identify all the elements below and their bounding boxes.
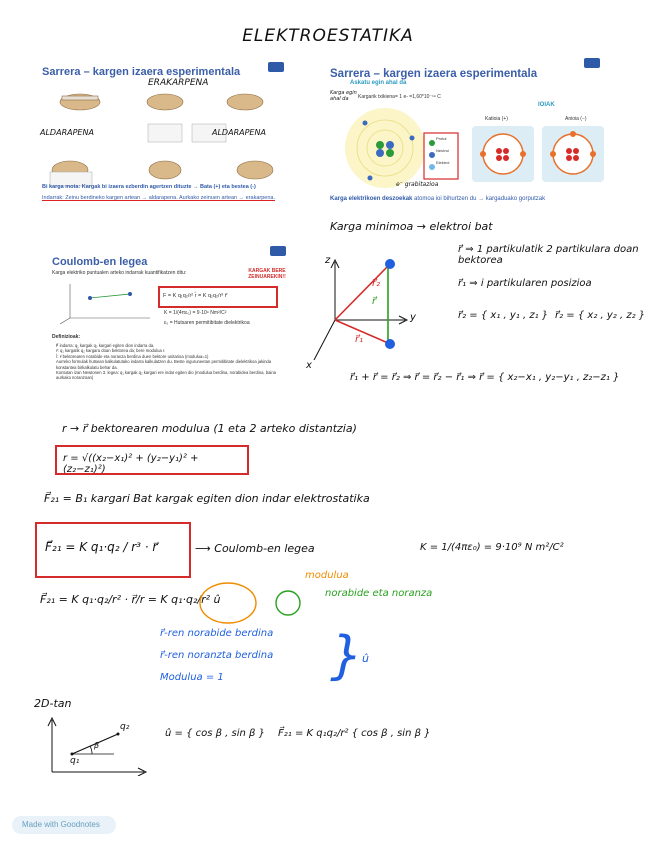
slide1-line1: Bi karga mota: Kargak bi izaera ezberdin agertzen dituzte → Bata (+) eta bestea (-) <box>42 184 256 190</box>
slide-coulomb <box>52 246 292 411</box>
definition-item: Aurreko formulak hutsean kalkulatutako indarra kalkulatzen du. Beste inguruneetan permitibitate dielektrikoa jakinda konstantea birkalkulatu behar da. <box>56 359 272 370</box>
beta-label: β <box>94 741 100 750</box>
label-r1: r⃗₁ <box>355 334 364 345</box>
anioia-label: Anioia (−) <box>565 116 587 122</box>
axis-z: z <box>325 255 331 266</box>
annotation-circles <box>198 578 308 628</box>
u-prop-noranzta: r⃗-ren noranzta berdina <box>160 650 274 661</box>
footer-blue: Karga elektrikoen deszoekak <box>330 196 413 202</box>
slide-title: Sarrera – kargen izaera esperimentala <box>42 66 241 78</box>
label-aldarapena-right: ALDARAPENA <box>212 128 266 137</box>
slide-title: Sarrera – kargen izaera esperimentala <box>330 68 538 80</box>
label-r2: r⃗₂ <box>372 278 381 289</box>
r2-components-1: r⃗₂ = { x₁ , y₁ , z₁ } <box>458 310 549 321</box>
formula-box <box>158 286 278 308</box>
eps-definition: ε₀ = Hutsaren permitibitate dielektrikoa <box>164 320 250 326</box>
axis-y: y <box>410 312 416 323</box>
axis-x: x <box>306 360 312 371</box>
label-aldarapena-left: ALDARAPENA <box>40 128 94 137</box>
intro: Karga elektriko puntualen arteko indarrak kuantifikatzen ditu: <box>52 270 187 276</box>
smallest-charge: Kargarik txikiena= 1 e- =1,60*10⁻¹⁹ C <box>358 94 441 100</box>
slide1-line2: Indarrak: Zeinu berdineko kargen artean → aldarapena. Aurkako zeinuen artean → erakarpena. <box>42 195 275 201</box>
u-prop-norabide: r⃗-ren norabide berdina <box>160 628 274 639</box>
coulomb-formula-box <box>35 522 191 578</box>
k-definition: K = 1/(4πε₀) = 9·10⁹ Nm²/C² <box>164 310 227 316</box>
ions-title: IOIAK <box>538 102 555 108</box>
vector-sum: r⃗₁ + r⃗ = r⃗₂ ⇒ r⃗ = r⃗₂ − r⃗₁ ⇒ r⃗ = { x₂−x₁ , y₂−y₁ , z₂−z₁ } <box>350 372 620 383</box>
q2-label: q₂ <box>120 722 130 732</box>
katioia-label: Katioia (+) <box>485 116 508 122</box>
badge-text: Made with Goodnotes <box>22 820 100 829</box>
norabide-note: norabide eta noranza <box>325 588 433 599</box>
f21-2d: F⃗₂₁ = K q₁q₂/r² { cos β , sin β } <box>278 728 431 739</box>
label-erakarpena: ERAKARPENA <box>148 78 209 88</box>
f21-definition: F⃗₂₁ = B₁ kargari Bat kargak egiten dion indar elektrostatika <box>44 492 370 505</box>
q1-label: q₁ <box>70 756 80 766</box>
footer-rest: atomoa ioi bihurtzen du → kargaduako gorputzak <box>414 196 546 202</box>
r1-vector-def: r⃗₁ ⇒ i partikularen posizioa <box>458 278 592 289</box>
distance-formula: r = √((x₂−x₁)² + (y₂−y₁)² + (z₂−z₁)²) <box>63 453 199 475</box>
coulomb-formula-hand: F⃗₂₁ = K q₁·q₂ / r³ · r⃗ <box>45 540 158 554</box>
f21-expanded: F⃗₂₁ = K q₁·q₂/r² · r⃗/r = K q₁·q₂/r² û <box>40 593 221 606</box>
university-logo <box>270 246 286 256</box>
red-label: KARGAK BERE ZEINUAREKIN!! <box>248 268 286 280</box>
definition-item: r⃗: q₁ kargatik q₂ kargara doan bektorea da; bere modulua r. <box>56 348 166 354</box>
k-value: K = 1/(4πε₀) = 9·10⁹ N m²/C² <box>420 542 564 553</box>
definitions-list <box>56 343 290 381</box>
legend-protoi: Protoi <box>436 136 447 141</box>
slide-sarrera-1 <box>40 62 290 212</box>
definition-item: F⃗ indarra: q₁ kargak q₂ kargari egiten dion indarra da. <box>56 343 155 348</box>
gravity-note: e⁻ grabitazioa <box>396 181 439 188</box>
slide2-footer <box>330 196 545 202</box>
u-components: û = { cos β , sin β } <box>165 728 265 739</box>
definition-item: Kontutan izan Newtonen 3. legea: q₁ kargak q₂ kargari ere indar egiten dio (modulua berdina, norabidea berdina, baina aurkako noranzoan) <box>56 370 277 381</box>
legend-neutroi: Neutroi <box>436 148 449 153</box>
distance-formula-box <box>55 445 249 475</box>
u-hat-label: û <box>362 652 369 665</box>
slide-sarrera-2 <box>330 58 608 208</box>
label-r-vector: r⃗ <box>372 296 377 307</box>
slide-title: Coulomb-en legea <box>52 256 148 268</box>
defs-title: Definizioak: <box>52 334 81 340</box>
u-prop-modulua: Modulua = 1 <box>160 672 224 683</box>
coulomb-formula: F = K q₁q₂/r² r̂ = K q₁q₂/r³ r⃗ <box>163 293 228 299</box>
made-with-badge <box>12 816 116 834</box>
twod-label: 2D-tan <box>34 697 72 710</box>
subtitle: Askatu egin ahal da <box>350 80 407 86</box>
brace: } <box>330 626 364 686</box>
modulua-note: modulua <box>305 570 349 581</box>
university-logo <box>584 58 600 68</box>
legend-elektroi: Elektroi <box>436 160 450 165</box>
r2-components-2: r⃗₂ = { x₂ , y₂ , z₂ } <box>555 310 646 321</box>
ions-diagram <box>470 124 608 188</box>
karga-minimoa: Karga minimoa → elektroi bat <box>330 220 493 233</box>
modulua-line: r → r⃗ bektorearen modulua (1 eta 2 arteko distantzia) <box>62 422 357 435</box>
r-vector-def: r⃗ ⇒ 1 partikulatik 2 partikulara doan bektorea <box>458 244 639 266</box>
university-logo <box>268 62 284 72</box>
handwritten-note: Karga egin ahal da <box>330 90 357 102</box>
coulomb-law-label: ⟶ Coulomb-en legea <box>195 542 315 555</box>
page-title: ELEKTROESTATIKA <box>242 26 414 46</box>
coulomb-diagram <box>60 278 152 324</box>
definition-item: r̂: r⃗ bektorearen norabide eta noranza berdina duen bektore unitarioa (modulua=1) <box>56 353 209 359</box>
